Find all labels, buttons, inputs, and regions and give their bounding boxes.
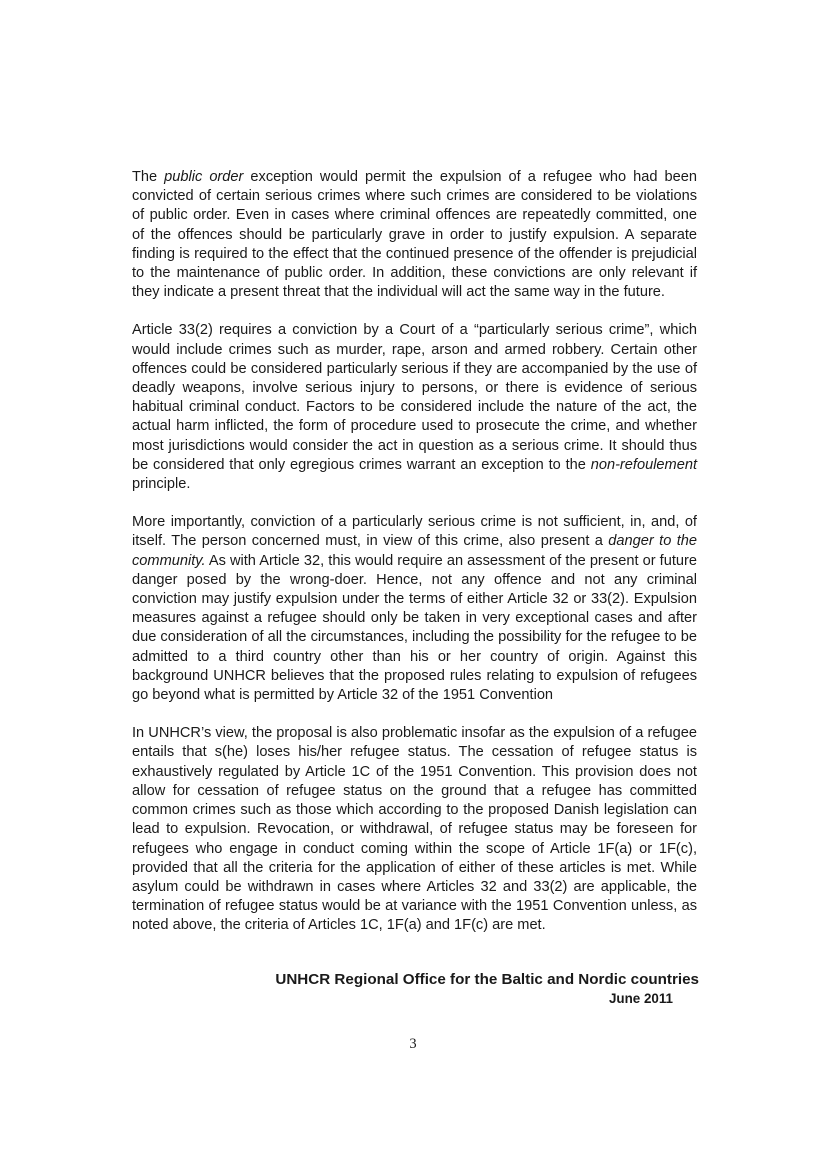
emphasis-non-refoulement: non-refoulement <box>590 456 697 473</box>
paragraph-text: principle. <box>132 476 191 493</box>
paragraph-danger-to-community <box>132 513 697 705</box>
document-body <box>132 168 697 936</box>
paragraph-text: exception would permit the expulsion of a refugee who had been convicted of certain serious crimes where such crimes are considered to be violations of public order. Even in cases where criminal offences are repeatedly committed, one of the offences should be particularly grave in order to justify expulsion. A separate finding is required to the effect that the continued presence of the offender is prejudicial to the maintenance of public order. In addition, these convictions are only relevant if they indicate a present threat that the individual will act the same way in the future. <box>132 169 697 301</box>
emphasis-danger-to-community: danger to the community. <box>132 533 697 569</box>
signature-block <box>132 970 699 1008</box>
emphasis-public-order: public order <box>164 169 244 185</box>
signature-date: June 2011 <box>608 991 673 1006</box>
paragraph-public-order <box>132 168 697 302</box>
paragraph-text: More importantly, conviction of a particularly serious crime is not sufficient, in, and, of itself. The person concerned must, in view of this crime, also present a <box>132 514 697 550</box>
paragraph-text: The <box>132 169 165 185</box>
paragraph-cessation-of-status <box>132 724 697 935</box>
paragraph-article-33-2 <box>132 321 697 494</box>
signature-organization: UNHCR Regional Office for the Baltic and Nordic countries <box>275 971 699 988</box>
paragraph-text: Article 33(2) requires a conviction by a Court of a “particularly serious crime”, which would include crimes such as murder, rape, arson and armed robbery. Certain other offences could be considered particularly serious if they are accompanied by the use of deadly weapons, involve serious injury to persons, or there is evidence of serious habitual criminal conduct. Factors to be considered include the nature of the act, the actual harm inflicted, the form of procedure used to prosecute the crime, and whether most jurisdictions would consider the act in question as a serious crime. It should thus be considered that only egregious crimes warrant an exception to the <box>132 322 697 473</box>
paragraph-text: As with Article 32, this would require an assessment of the present or future danger posed by the wrong-doer. Hence, not any offence and not any criminal conviction may justify expulsion under the terms of either Article 32 or 33(2). Expulsion measures against a refugee should only be taken in very exceptional cases and after due consideration of all the circumstances, including the possibility for the refugee to be admitted to a third country other than his or her country of origin. Against this background UNHCR believes that the proposed rules relating to expulsion of refugees go beyond what is permitted by Article 32 of the 1951 Convention <box>132 552 697 704</box>
paragraph-text: In UNHCR’s view, the proposal is also problematic insofar as the expulsion of a refugee entails that s(he) loses his/her refugee status. The cessation of refugee status is exhaustively regulated by Article 1C of the 1951 Convention. This provision does not allow for cessation of refugee status on the ground that a refugee has committed common crimes such as those which according to the proposed Danish legislation can lead to expulsion. Revocation, or withdrawal, of refugee status may be foreseen for refugees who engage in conduct coming within the scope of Article 1F(a) or 1F(c), provided that all the criteria for the application of either of these articles is met. While asylum could be withdrawn in cases where Articles 32 and 33(2) are applicable, the termination of refugee status would be at variance with the 1951 Convention unless, as noted above, the criteria of Articles 1C, 1F(a) and 1F(c) are met. <box>132 725 697 934</box>
page-number: 3 <box>409 1036 417 1052</box>
